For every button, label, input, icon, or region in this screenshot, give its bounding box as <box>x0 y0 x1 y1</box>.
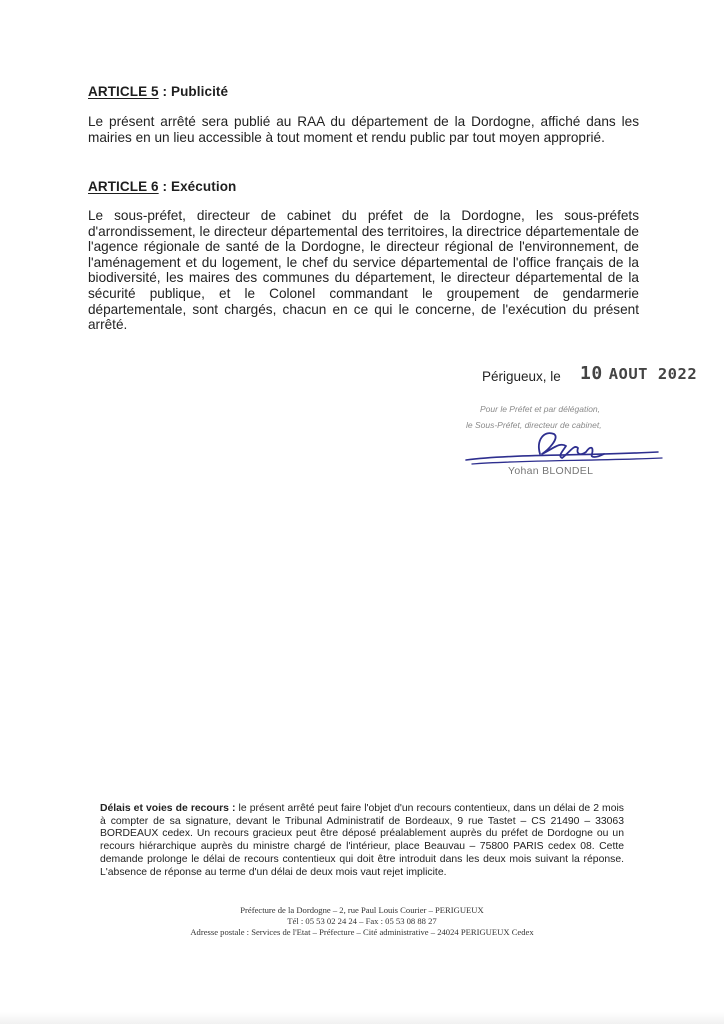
appeal-notice-text: le présent arrêté peut faire l'objet d'un recours contentieux, dans un délai de 2 mois à compter de sa signature, devant le Tribunal Administratif de Bordeaux, 9 rue Tastet – CS 21490 – 33063 BORDEAUX cedex. Un recours gracieux peut être déposé préalablement auprès du préfet de Dordogne ou un recours hiérarchique auprès du ministre chargé de l'intérieur, place Beauvau – 75800 PARIS cedex 08. Cette demande prolonge le délai de recours contentieux qui doit être introduit dans les deux mois suivant la réponse. L'absence de réponse au terme d'un délai de deux mois vaut rejet implicite. <box>100 803 624 878</box>
article-6-text: Le sous-préfet, directeur de cabinet du préfet de la Dordogne, les sous-préfets d'arrondissement, le directeur départemental des territoires, la directrice départementale de l'agence régionale de santé de la Dordogne, le directeur régional de l'environnement, de l'aménagement et du logement, le chef du service départemental de l'office français de la biodiversité, les maires des communes du département, le directeur départemental de la sécurité publique, et le Colonel commandant le groupement de gendarmerie départementale, sont chargés, chacun en ce qui le concerne, de l'exécution du présent arrêté. <box>88 208 639 333</box>
signature-place: Périgueux, le <box>482 369 561 384</box>
article-5-title: Publicité <box>170 84 229 99</box>
footer-phone-line: Tél : 05 53 02 24 24 – Fax : 05 53 08 88 27 <box>287 916 437 926</box>
article-6-heading <box>88 179 236 194</box>
article-6-title: Exécution <box>170 179 237 194</box>
article-6-separator: : <box>158 179 171 194</box>
appeal-notice <box>100 803 624 879</box>
date-stamp <box>580 363 697 384</box>
article-5-heading <box>88 84 228 99</box>
signatory-name: Yohan BLONDEL <box>508 465 594 477</box>
date-stamp-day: 10 <box>580 363 603 384</box>
date-stamp-month-year: AOUT 2022 <box>608 365 698 383</box>
delegation-line-1: Pour le Préfet et par délégation, <box>480 404 601 414</box>
delegation-line-2: le Sous-Préfet, directeur de cabinet, <box>466 420 602 430</box>
article-6-number: ARTICLE 6 <box>88 179 159 194</box>
appeal-notice-label: Délais et voies de recours : <box>100 803 236 814</box>
article-5-separator: : <box>158 84 171 99</box>
footer-postal-line: Adresse postale : Services de l'Etat – Préfecture – Cité administrative – 24024 PERIGUEUX Cedex <box>190 927 534 937</box>
scan-bottom-edge <box>0 1012 724 1024</box>
article-5-number: ARTICLE 5 <box>88 84 159 99</box>
footer-address-line-1: Préfecture de la Dordogne – 2, rue Paul Louis Courier – PERIGUEUX <box>240 905 484 915</box>
article-5-text: Le présent arrêté sera publié au RAA du département de la Dordogne, affiché dans les mairies en un lieu accessible à tout moment et rendu public par tout moyen approprié. <box>88 114 639 145</box>
